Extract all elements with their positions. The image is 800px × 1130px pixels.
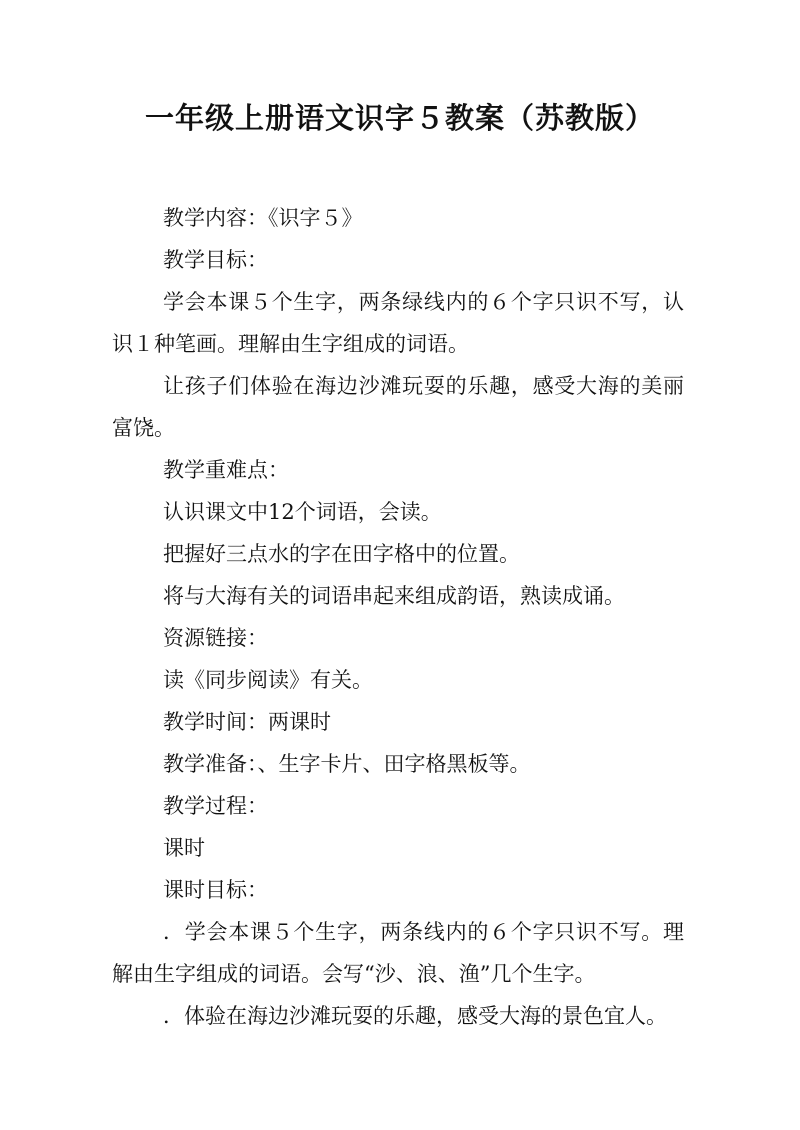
paragraph-teaching-time: 教学时间：两课时 [163, 710, 331, 734]
paragraph-teaching-goals-heading: 教学目标： [163, 248, 268, 272]
document-title: 一年级上册语文识字５教案（苏教版） [144, 101, 655, 135]
document-body [112, 197, 684, 1037]
paragraph-goal-characters: 学会本课５个生字，两条绿线内的６个字只识不写，认识１种笔画。理解由生字组成的词语。 [112, 290, 684, 356]
paragraph-key-point-words: 认识课文中12个词语，会读。 [163, 500, 442, 524]
paragraph-resources: 读《同步阅读》有关。 [163, 668, 373, 692]
paragraph-key-point-rhyme: 将与大海有关的词语串起来组成韵语，熟读成诵。 [163, 584, 625, 608]
paragraph-teaching-content: 教学内容：《识字５》 [163, 206, 363, 230]
paragraph-lesson: 课时 [163, 836, 205, 860]
paragraph-goal-experience: 让孩子们体验在海边沙滩玩耍的乐趣，感受大海的美丽富饶。 [112, 374, 684, 440]
paragraph-process-heading: 教学过程： [163, 794, 268, 818]
paragraph-key-point-position: 把握好三点水的字在田字格中的位置。 [163, 542, 520, 566]
paragraph-lesson-goal-2: ．体验在海边沙滩玩耍的乐趣，感受大海的景色宜人。 [163, 1004, 667, 1028]
paragraph-key-points-heading: 教学重难点： [163, 458, 289, 482]
paragraph-resources-heading: 资源链接： [163, 626, 268, 650]
paragraph-lesson-goals-heading: 课时目标： [163, 878, 268, 902]
paragraph-teaching-prep: 教学准备：、生字卡片、田字格黑板等。 [163, 752, 531, 776]
paragraph-lesson-goal-1: ．学会本课５个生字，两条线内的６个字只识不写。理解由生字组成的词语。会写“沙、浪、渔”几个生字。 [112, 920, 684, 986]
